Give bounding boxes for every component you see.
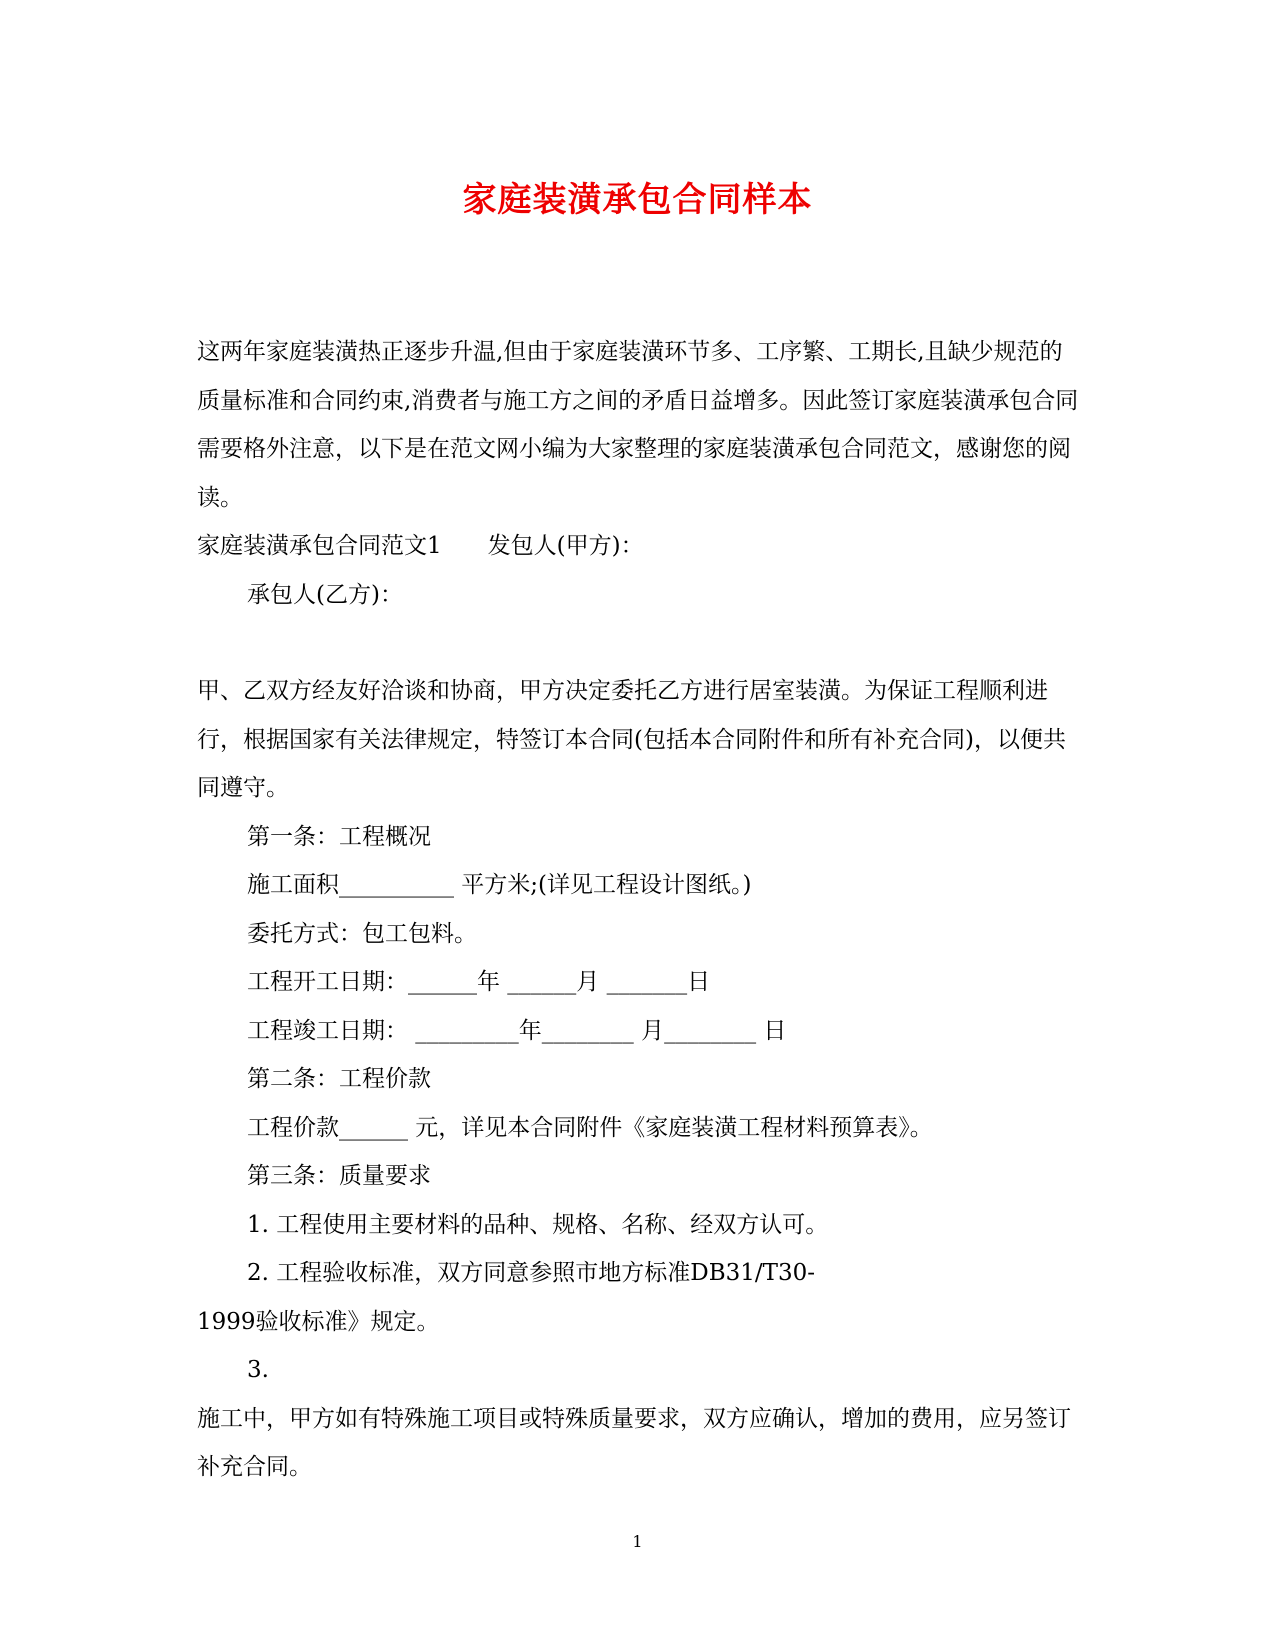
contractor-line: 承包人(乙方)：: [247, 581, 403, 608]
quality-item-3-number: 3.: [247, 1357, 269, 1383]
commission-method: 委托方式：包工包料。: [247, 920, 477, 947]
quality-item-3-text: 施工中，甲方如有特殊施工项目或特殊质量要求，双方应确认，增加的费用，应另签订补充合同。: [197, 1405, 1071, 1480]
article-3-heading: 第三条：质量要求: [247, 1163, 431, 1189]
intro-paragraph: 这两年家庭装潢热正逐步升温,但由于家庭装潢环节多、工序繁、工期长,且缺少规范的质量标准和合同约束,消费者与施工方之间的矛盾日益增多。因此签订家庭装潢承包合同需要格外注意，以下是在范文网小编为大家整理的家庭装潢承包合同范文，感谢您的阅读。: [197, 339, 1079, 511]
document-body: [197, 328, 1082, 1492]
page-number: 1: [632, 1532, 643, 1551]
blank-line: [197, 619, 1082, 667]
article-1-heading: 第一条：工程概况: [247, 823, 431, 850]
project-price: 工程价款______ 元，详见本合同附件《家庭装潢工程材料预算表》。: [247, 1114, 933, 1141]
quality-item-2-continued: 1999验收标准》规定。: [197, 1308, 440, 1335]
quality-item-1: 1. 工程使用主要材料的品种、规格、名称、经双方认可。: [247, 1211, 829, 1238]
start-date: 工程开工日期：______年 ______月 _______日: [247, 969, 711, 995]
completion-date: 工程竣工日期： _________年________ 月________ 日: [247, 1017, 787, 1044]
agreement-paragraph: 甲、乙双方经友好洽谈和协商，甲方决定委托乙方进行居室装潢。为保证工程顺利进行，根据国家有关法律规定，特签订本合同(包括本合同附件和所有补充合同)，以便共同遵守。: [197, 678, 1066, 801]
sample-heading: 家庭装潢承包合同范文1 发包人(甲方)：: [197, 533, 644, 559]
quality-item-2: 2. 工程验收标准，双方同意参照市地方标准DB31/T30-: [247, 1260, 815, 1286]
construction-area: 施工面积__________ 平方米;(详见工程设计图纸。): [247, 872, 752, 898]
article-2-heading: 第二条：工程价款: [247, 1066, 431, 1092]
document-title: 家庭装潢承包合同样本: [462, 180, 813, 220]
